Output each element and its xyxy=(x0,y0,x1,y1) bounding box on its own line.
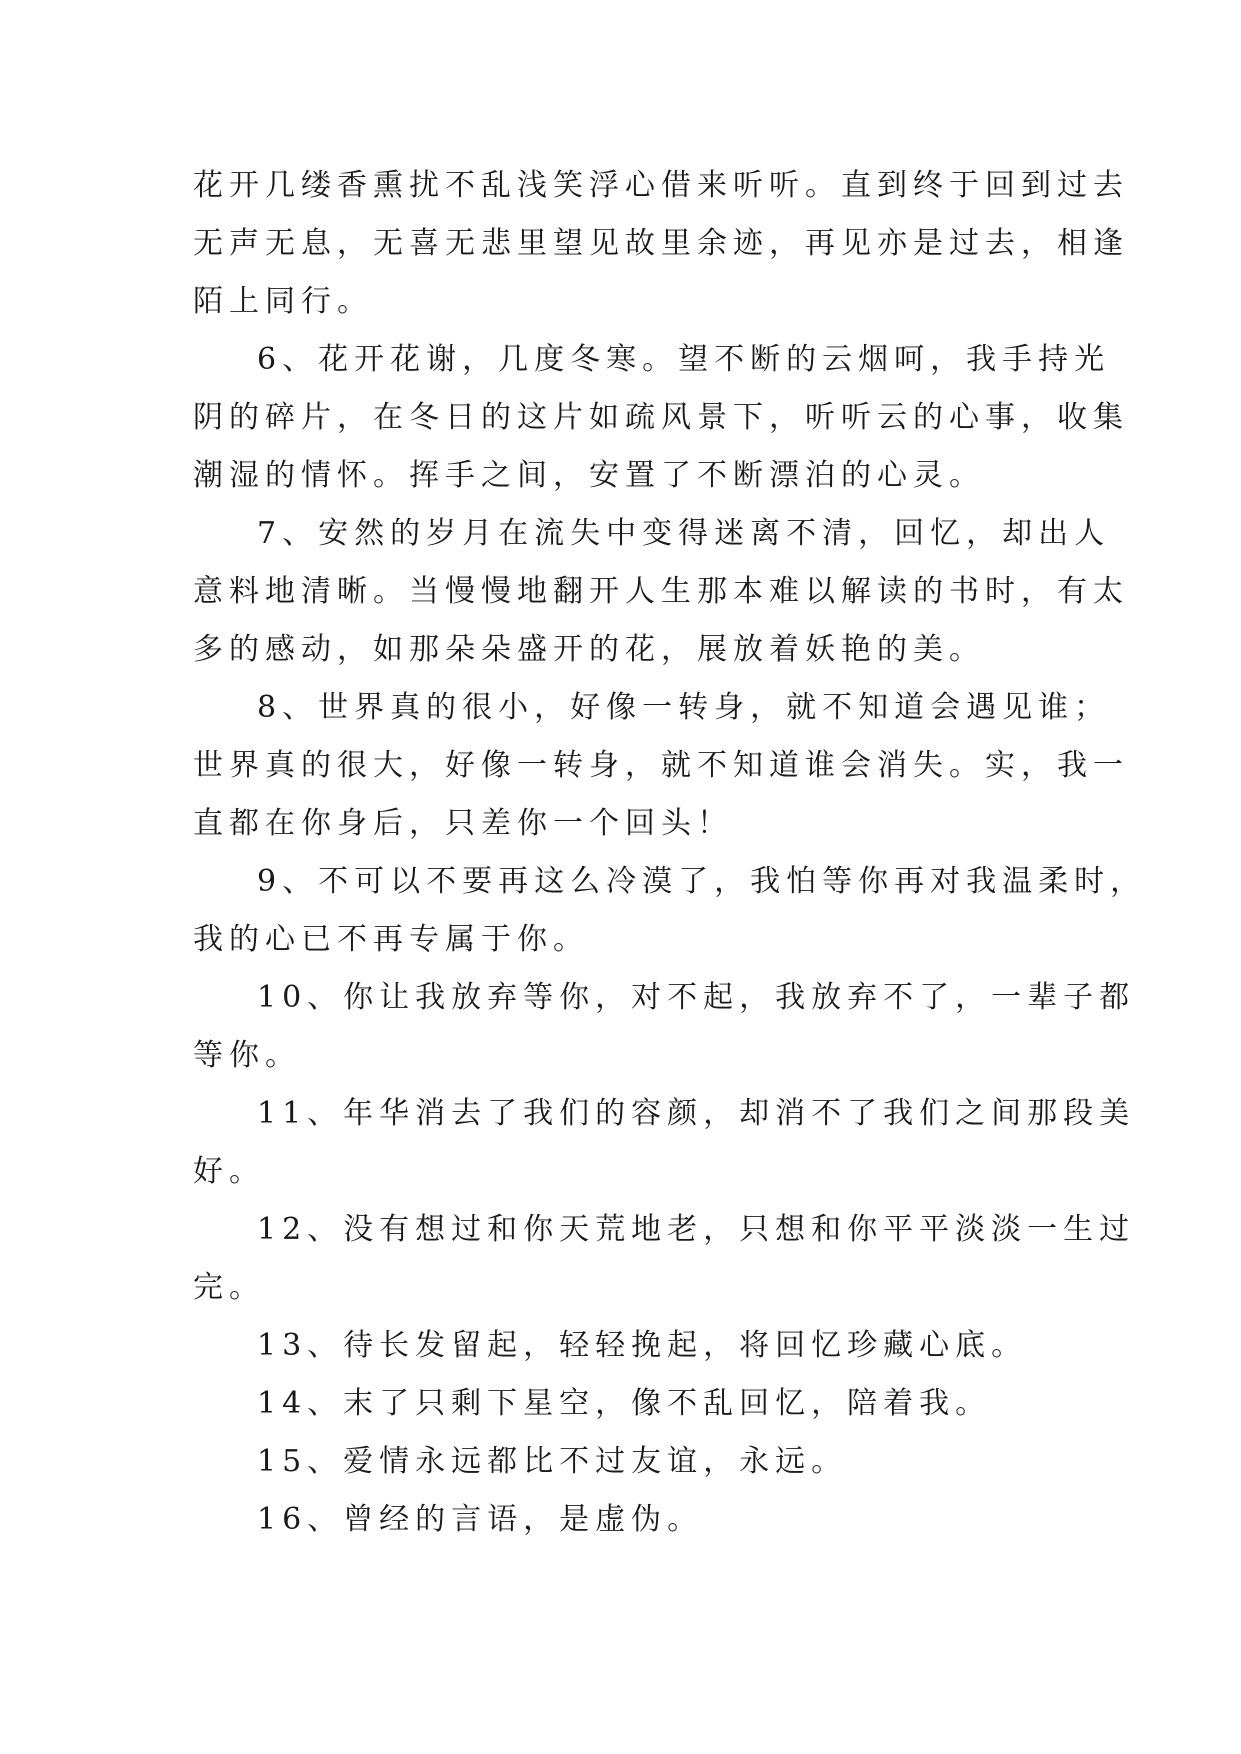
paragraph xyxy=(193,1085,1136,1201)
paragraph-line: 完。 xyxy=(193,1270,265,1305)
paragraph-line: 无声无息，无喜无悲里望见故里余迹，再见亦是过去，相逢 xyxy=(193,226,1129,261)
paragraph xyxy=(193,1375,1053,1433)
paragraph-line: 14、末了只剩下星空，像不乱回忆，陪着我。 xyxy=(257,1386,992,1421)
paragraph xyxy=(193,853,1147,969)
paragraph-line: 11、年华消去了我们的容颜，却消不了我们之间那段美 xyxy=(257,1096,1136,1131)
paragraph xyxy=(193,679,1129,853)
paragraph xyxy=(193,1317,1053,1375)
paragraph-line: 陌上同行。 xyxy=(193,284,373,319)
paragraph-line: 好。 xyxy=(193,1154,265,1189)
paragraph xyxy=(193,331,1129,505)
paragraph-line: 等你。 xyxy=(193,1038,301,1073)
paragraph xyxy=(193,1491,1053,1549)
document-body xyxy=(193,157,1147,1549)
paragraph-line: 9、不可以不要再这么冷漠了，我怕等你再对我温柔时， xyxy=(257,864,1147,899)
paragraph-line: 13、待长发留起，轻轻挽起，将回忆珍藏心底。 xyxy=(257,1328,1028,1363)
paragraph-line: 7、安然的岁月在流失中变得迷离不清，回忆，却出人 xyxy=(257,516,1111,551)
paragraph-line: 直都在你身后，只差你一个回头！ xyxy=(193,806,733,841)
paragraph-line: 花开几缕香熏扰不乱浅笑浮心借来听听。直到终于回到过去 xyxy=(193,168,1129,203)
paragraph xyxy=(193,969,1136,1085)
paragraph-line: 10、你让我放弃等你，对不起，我放弃不了，一辈子都 xyxy=(257,980,1136,1015)
paragraph-line: 8、世界真的很小，好像一转身，就不知道会遇见谁； xyxy=(257,690,1111,725)
paragraph xyxy=(193,1433,1053,1491)
paragraph-line: 阴的碎片，在冬日的这片如疏风景下，听听云的心事，收集 xyxy=(193,400,1129,435)
paragraph-line: 世界真的很大，好像一转身，就不知道谁会消失。实，我一 xyxy=(193,748,1129,783)
paragraph-line: 12、没有想过和你天荒地老，只想和你平平淡淡一生过 xyxy=(257,1212,1136,1247)
paragraph-line: 16、曾经的言语，是虚伪。 xyxy=(257,1502,704,1537)
paragraph xyxy=(193,157,1129,331)
paragraph-line: 潮湿的情怀。挥手之间，安置了不断漂泊的心灵。 xyxy=(193,458,985,493)
paragraph-line: 多的感动，如那朵朵盛开的花，展放着妖艳的美。 xyxy=(193,632,985,667)
paragraph-line: 意料地清晰。当慢慢地翻开人生那本难以解读的书时，有太 xyxy=(193,574,1129,609)
paragraph-line: 15、爱情永远都比不过友谊，永远。 xyxy=(257,1444,848,1479)
paragraph-line: 我的心已不再专属于你。 xyxy=(193,922,589,957)
paragraph xyxy=(193,505,1129,679)
paragraph-line: 6、花开花谢，几度冬寒。望不断的云烟呵，我手持光 xyxy=(257,342,1111,377)
paragraph xyxy=(193,1201,1136,1317)
